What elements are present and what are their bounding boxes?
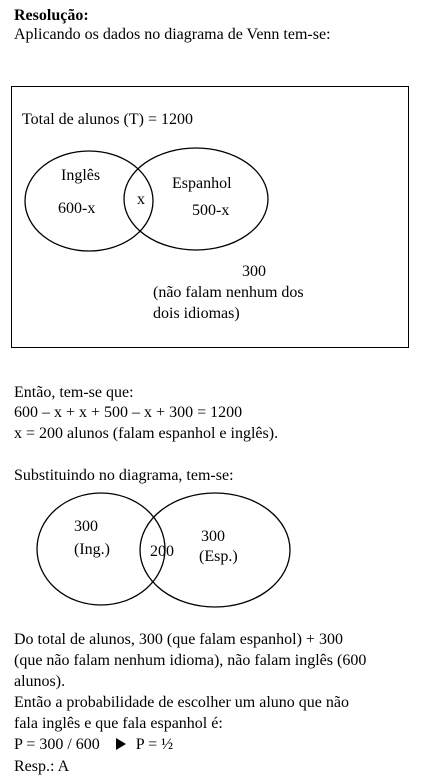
substitution-heading: Substituindo no diagrama, tem-se:: [14, 467, 234, 484]
venn1-right-value: 500-x: [192, 202, 230, 219]
conclusion-line-4: Então a probabilidade de escolher um aluno que não: [14, 694, 349, 711]
equations-line-1: Então, tem-se que:: [14, 384, 134, 401]
venn1-left-label: Inglês: [61, 167, 101, 184]
venn2-left-label: (Ing.): [74, 541, 110, 558]
probability-formula: [14, 735, 173, 755]
venn2-right-label: (Esp.): [199, 548, 238, 565]
venn1-right-circle: [124, 148, 268, 250]
equations-line-2: 600 – x + x + 500 – x + 300 = 1200: [14, 404, 243, 421]
answer-text: Resp.: A: [14, 758, 70, 775]
conclusion-line-1: Do total de alunos, 300 (que falam espanhol) + 300: [14, 631, 343, 648]
formula-left: P = 300 / 600: [14, 736, 100, 753]
equations-line-3: x = 200 alunos (falam espanhol e inglês).: [14, 425, 279, 442]
conclusion-line-3: alunos).: [14, 673, 66, 690]
venn1-right-label: Espanhol: [172, 175, 232, 192]
venn2-left-value: 300: [74, 518, 98, 535]
formula-right: P = ½: [135, 736, 174, 753]
venn1-intersection: x: [137, 191, 145, 208]
venn1-left-value: 600-x: [58, 200, 96, 217]
intro-text: Aplicando os dados no diagrama de Venn tem-se:: [14, 26, 331, 43]
conclusion-line-5: fala inglês e que fala espanhol é:: [14, 715, 223, 732]
conclusion-line-2: (que não falam nenhum idioma), não falam inglês (600: [14, 652, 367, 669]
venn1-outside-value: 300: [242, 263, 266, 280]
venn1-outside-note-2: dois idiomas): [153, 305, 240, 322]
venn1-total: Total de alunos (T) = 1200: [22, 111, 193, 128]
triangle-arrow-icon: [116, 738, 126, 750]
venn1-outside-note-1: (não falam nenhum dos: [153, 284, 304, 301]
resolution-title: Resolução:: [14, 7, 89, 24]
venn2-intersection: 200: [150, 543, 174, 560]
venn2-right-value: 300: [201, 528, 225, 545]
